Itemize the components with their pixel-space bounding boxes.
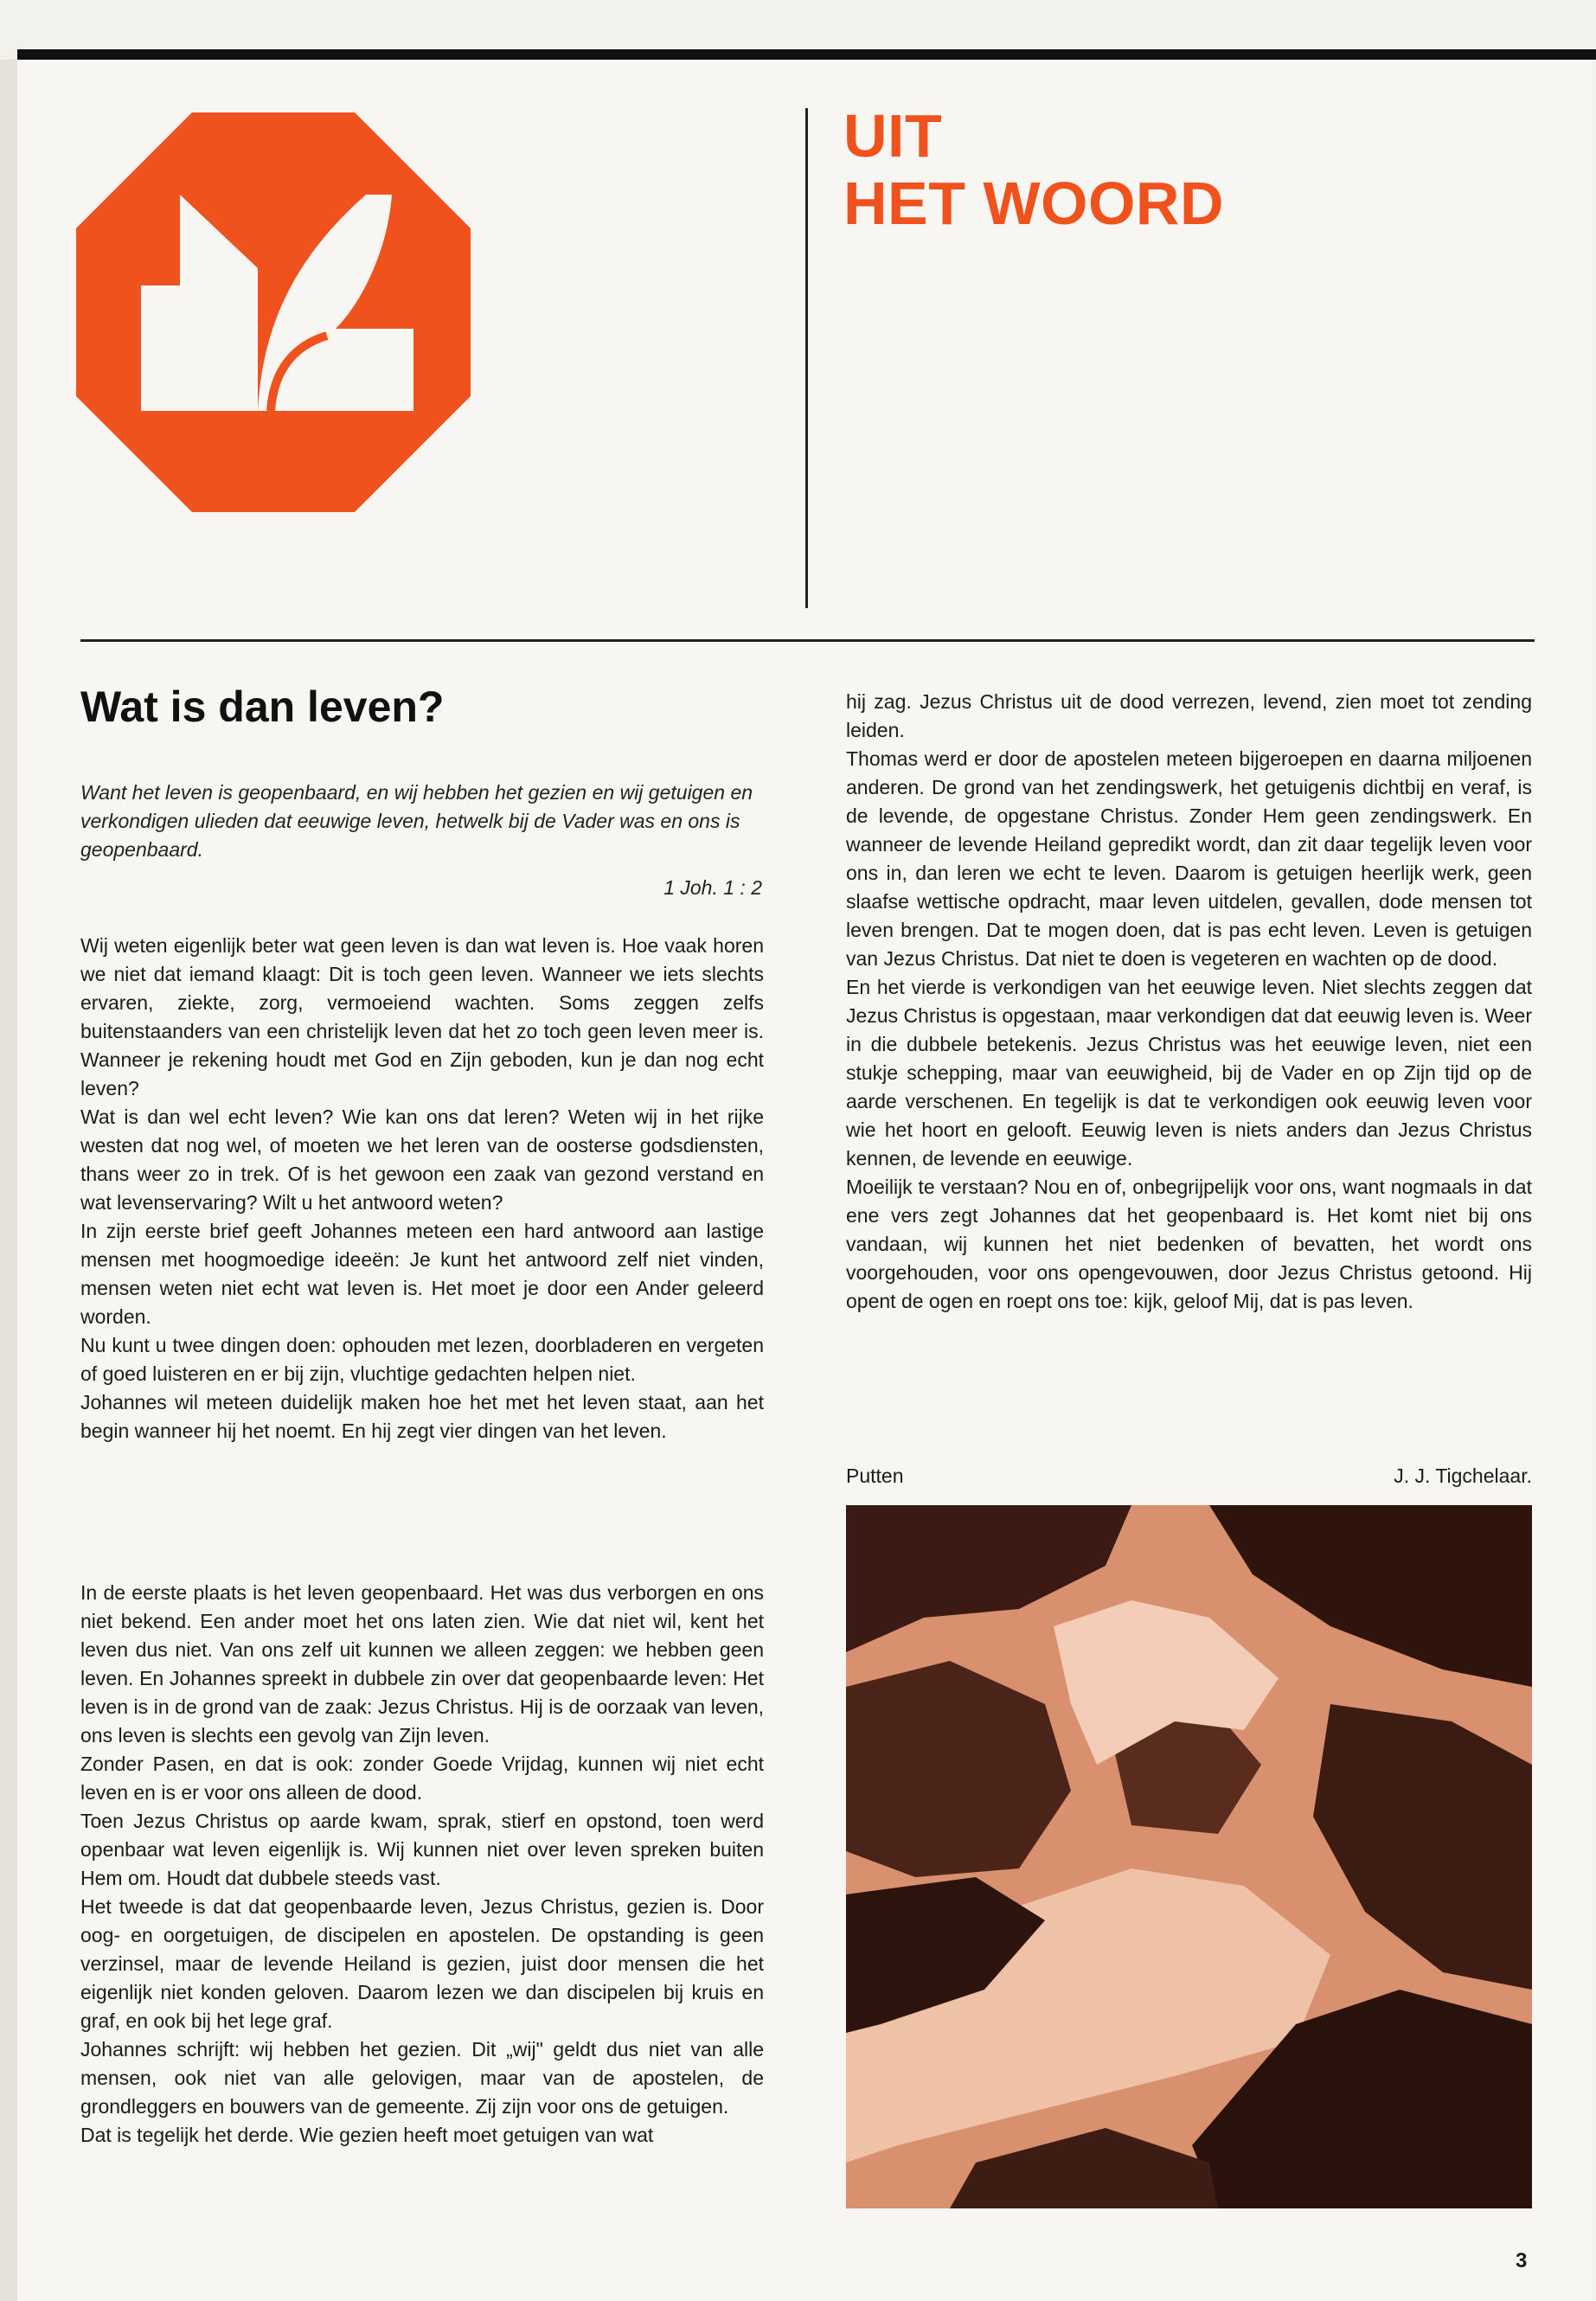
open-book-octagon-icon <box>76 112 471 512</box>
column-2 <box>846 688 1532 1316</box>
author-name: J. J. Tigchelaar. <box>1394 1465 1532 1487</box>
paragraph: Wat is dan wel echt leven? Wie kan ons dat leren? Weten wij in het rijke westen dat nog wel, of moeten we het leren van de oosterse godsdiensten, thans weer zo in trek. Of is het gewoon een zaak van gezond verstand en wat levenservaring? Wilt u het antwoord weten? <box>80 1106 764 1214</box>
paragraph: Thomas werd er door de apostelen meteen bijgeroepen en daarna miljoenen anderen. De grond van het zendingswerk, het getuigenis dichtbij en veraf, is de levende, de opgestane Christus. Zonder Hem geen zendingswerk. En wanneer de levende Heiland gepredikt wordt, dan zit daar tegelijk leven voor ons in, dan leren we echt te leven. Daarom is getuigen heerlijk werk, geen slaafse wettische opdracht, maar leven uitdelen, gevallen, dode mensen tot leven brengen. Dat te mogen doen, dat is pas echt leven. Leven is getuigen van Jezus Christus. Dat niet te doen is vegeteren en wachten op de dood. <box>846 747 1532 970</box>
top-border <box>17 49 1596 60</box>
logo-octagon <box>76 112 471 512</box>
paragraph: Dat is tegelijk het derde. Wie gezien heeft moet getuigen van wat <box>80 2124 654 2146</box>
paragraph: Wij weten eigenlijk beter wat geen leven is dan wat leven is. Hoe vaak horen we niet dat iemand klaagt: Dit is toch geen leven. Wanneer we iets slechts ervaren, ziekte, zorg, vermoeiend wachten. Soms zeggen zelfs buitenstaanders van een christelijk leven dat het zo toch geen leven meer is. Wanneer je rekening houdt met God en Zijn geboden, kun je dan nog echt leven? <box>80 934 764 1099</box>
article-title: Wat is dan leven? <box>80 683 445 731</box>
paragraph: Zonder Pasen, en dat is ook: zonder Goede Vrijdag, kunnen wij niet echt leven en is er voor ons alleen de dood. <box>80 1753 764 1804</box>
page-number: 3 <box>1516 2249 1528 2272</box>
section-title-line2: HET WOORD <box>843 170 1225 237</box>
paragraph: Johannes schrijft: wij hebben het gezien. Dit „wij" geldt dus niet van alle mensen, ook niet van alle gelovigen, maar van de apostelen, de grondleggers en bouwers van de gemeente. Zij zijn voor ons de getuigen. <box>80 2038 764 2118</box>
paragraph: In de eerste plaats is het leven geopenbaard. Het was dus verborgen en ons niet bekend. Een ander moet het ons laten zien. Wie dat niet wil, kent het leven dus niet. Van ons zelf uit kunnen we alleen zeggen: we hebben geen leven. En Johannes spreekt in dubbele zin over dat geopenbaarde leven: Het leven is in de grond van de zaak: Jezus Christus. Hij is de oorzaak van leven, ons leven is slechts een gevolg van Zijn leven. <box>80 1581 764 1747</box>
page-gutter <box>0 60 17 2301</box>
paragraph: Moeilijk te verstaan? Nou en of, onbegrijpelijk voor ons, want nogmaals in dat ene vers zegt Johannes dat het geopenbaard is. Het komt niet bij ons vandaan, wij kunnen het niet bedenken of bevatten, het wordt ons voorgehouden, voor ons opengevouwen, door Jezus Christus getoond. Hij opent de ogen en roept ons toe: kijk, geloof Mij, dat is pas leven. <box>846 1176 1532 1312</box>
author-place: Putten <box>846 1465 904 1487</box>
column-1-part-2 <box>80 1579 764 2150</box>
paragraph: In zijn eerste brief geeft Johannes meteen een hard antwoord aan lastige mensen met hoogmoedige ideeën: Je kunt het antwoord zelf niet vinden, mensen weten niet echt wat leven is. Het moet je door een Ander geleerd worden. <box>80 1220 764 1328</box>
section-title <box>843 102 1224 237</box>
column-1-part-1 <box>80 932 764 1445</box>
intro-quote: Want het leven is geopenbaard, en wij hebben het gezien en wij getuigen en verkondigen ulieden dat eeuwige leven, hetwelk bij de Vader was en ons is geopenbaard. <box>80 781 753 861</box>
paragraph: Toen Jezus Christus op aarde kwam, sprak, stierf en opstond, toen werd openbaar wat leven eigenlijk is. Wij kunnen niet over leven spreken buiten Hem om. Houdt dat dubbele steeds vast. <box>80 1810 764 1889</box>
paragraph: hij zag. Jezus Christus uit de dood verrezen, levend, zien moet tot zending leiden. <box>846 690 1532 741</box>
paragraph: Het tweede is dat dat geopenbaarde leven, Jezus Christus, gezien is. Door oog- en oorgetuigen, de discipelen en apostelen. De opstanding is geen verzinsel, maar de levende Heiland is gezien, juist door mensen die het eigenlijk niet konden geloven. Daarom lezen we dan discipelen bij kruis en graf, en ook bij het lege graf. <box>80 1895 764 2032</box>
waterfall-rocks-photo <box>846 1505 1532 2208</box>
header-horizontal-rule <box>80 639 1535 642</box>
paragraph: Johannes wil meteen duidelijk maken hoe het met het leven staat, aan het begin wanneer hij het noemt. En hij zegt vier dingen van het leven. <box>80 1391 764 1442</box>
quote-reference: 1 Joh. 1 : 2 <box>663 876 762 899</box>
header-vertical-rule <box>805 108 808 608</box>
paragraph: En het vierde is verkondigen van het eeuwige leven. Niet slechts zeggen dat Jezus Christus is opgestaan, maar verkondigen dat dat eeuwig leven is. Weer in die dubbele betekenis. Jezus Christus was het eeuwige leven, niet een stukje schepping, maar van eeuwigheid, bij de Vader en op Zijn tijd op de aarde verschenen. En tegelijk is dat te verkondigen ook eeuwig leven voor wie het hoort en gelooft. Eeuwig leven is niets anders dan Jezus Christus kennen, de levende en eeuwige. <box>846 976 1532 1170</box>
section-title-line1: UIT <box>843 102 943 170</box>
paragraph: Nu kunt u twee dingen doen: ophouden met lezen, doorbladeren en vergeten of goed luisteren en er bij zijn, vluchtige gedachten helpen niet. <box>80 1334 764 1385</box>
